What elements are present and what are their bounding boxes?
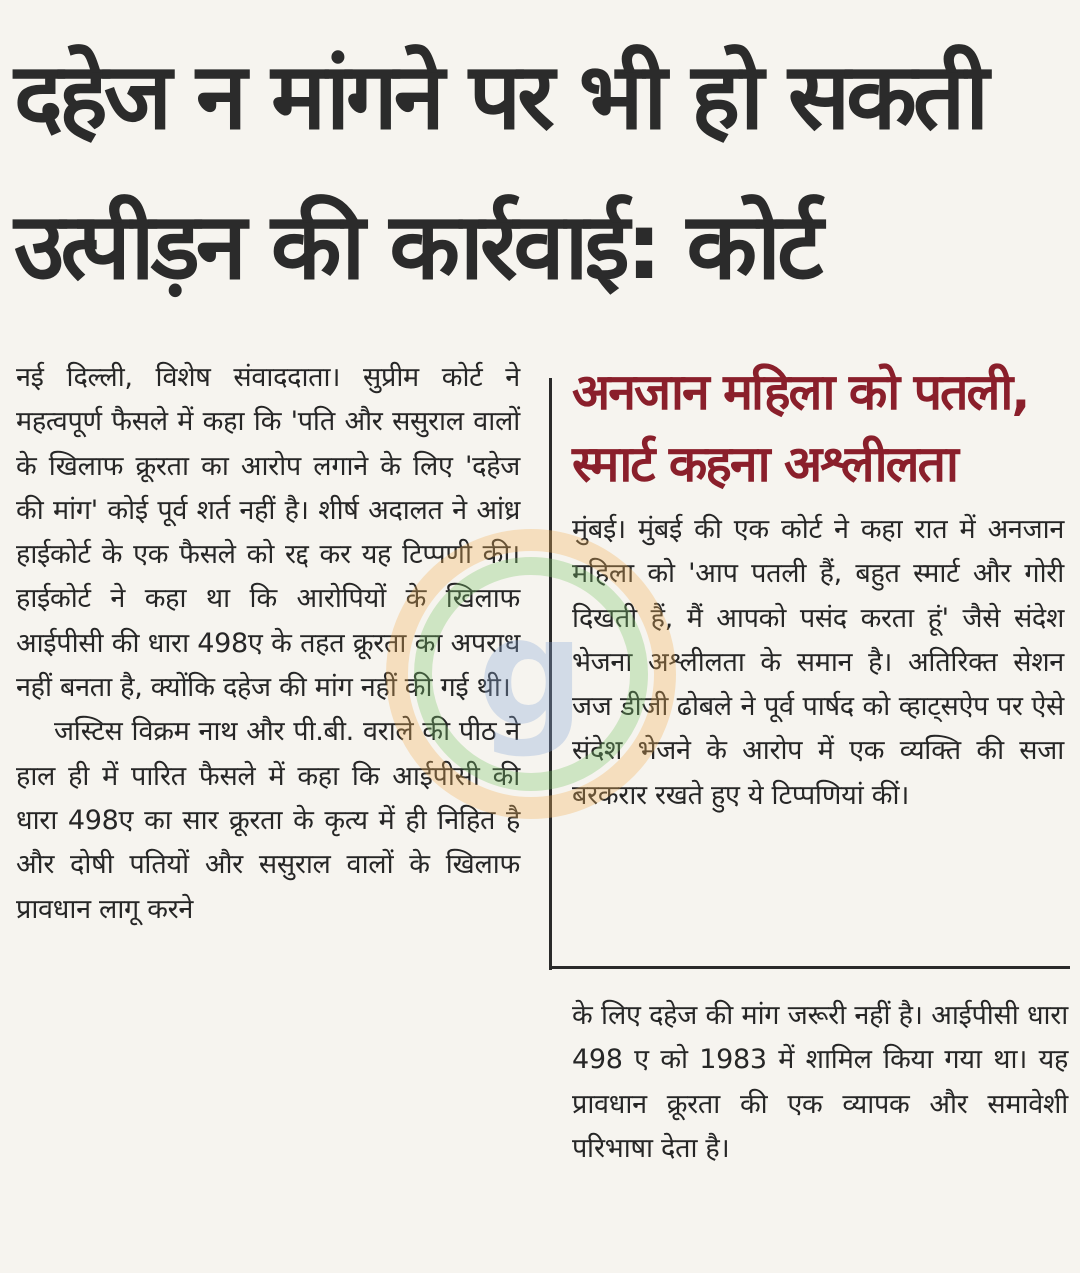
main-article-paragraph-2: जस्टिस विक्रम नाथ और पी.बी. वराले की पीठ ने हाल ही में पारित फैसले में कहा कि आईपीसी की धारा 498ए का सार क्रूरता के कृत्य में ही निहित है और दोषी पतियों और ससुराल वालों के खिलाफ प्रावधान लागू करने <box>16 716 520 925</box>
headline <box>14 22 1070 322</box>
boxed-story-body <box>572 508 1064 818</box>
main-article-continuation <box>572 994 1068 1171</box>
boxed-story-text: मुंबई। मुंबई की एक कोर्ट ने कहा रात में अनजान महिला को 'आप पतली हैं, बहुत स्मार्ट और गोरी दिखती हैं, मैं आपको पसंद करता हूं' जैसे संदेश भेजना अश्लीलता के समान है। अतिरिक्त सेशन जज डीजी ढोबले ने पूर्व पार्षद को व्हाट्सऐप पर ऐसे संदेश भेजने के आरोप में एक व्यक्ति की सजा बरकरार रखते हुए ये टिप्पणियां कीं। <box>572 514 1064 811</box>
watermark-letter: g <box>477 586 585 760</box>
boxed-story-headline <box>572 356 1072 500</box>
main-article-continuation-text: के लिए दहेज की मांग जरूरी नहीं है। आईपीसी धारा 498 ए को 1983 में शामिल किया गया था। यह प्रावधान क्रूरता की एक व्यापक और समावेशी परिभाषा देता है। <box>572 1000 1068 1164</box>
main-article-paragraph-1: नई दिल्ली, विशेष संवाददाता। सुप्रीम कोर्ट ने महत्वपूर्ण फैसले में कहा कि 'पति और ससुराल वालों के खिलाफ क्रूरता का आरोप लगाने के लिए 'दहेज की मांग' कोई पूर्व शर्त नहीं है। शीर्ष अदालत ने आंध्र हाईकोर्ट के एक फैसले को रद्द कर यह टिप्पणी की। हाईकोर्ट ने कहा था कि आरोपियों के खिलाफ आईपीसी की धारा 498ए के तहत क्रूरता का अपराध नहीं बनता है, क्योंकि दहेज की मांग नहीं की गई थी। <box>16 362 520 704</box>
headline-line-2: उत्पीड़न की कार्रवाई: कोर्ट <box>14 193 820 300</box>
boxed-story-headline-line-2: स्मार्ट कहना अश्लीलता <box>572 435 957 493</box>
boxed-story-headline-line-1: अनजान महिला को पतली, <box>572 363 1029 421</box>
box-divider-horizontal <box>549 966 1070 969</box>
main-article-column <box>16 356 520 932</box>
box-divider-vertical <box>549 378 552 970</box>
headline-line-1: दहेज न मांगने पर भी हो सकती <box>14 43 986 150</box>
